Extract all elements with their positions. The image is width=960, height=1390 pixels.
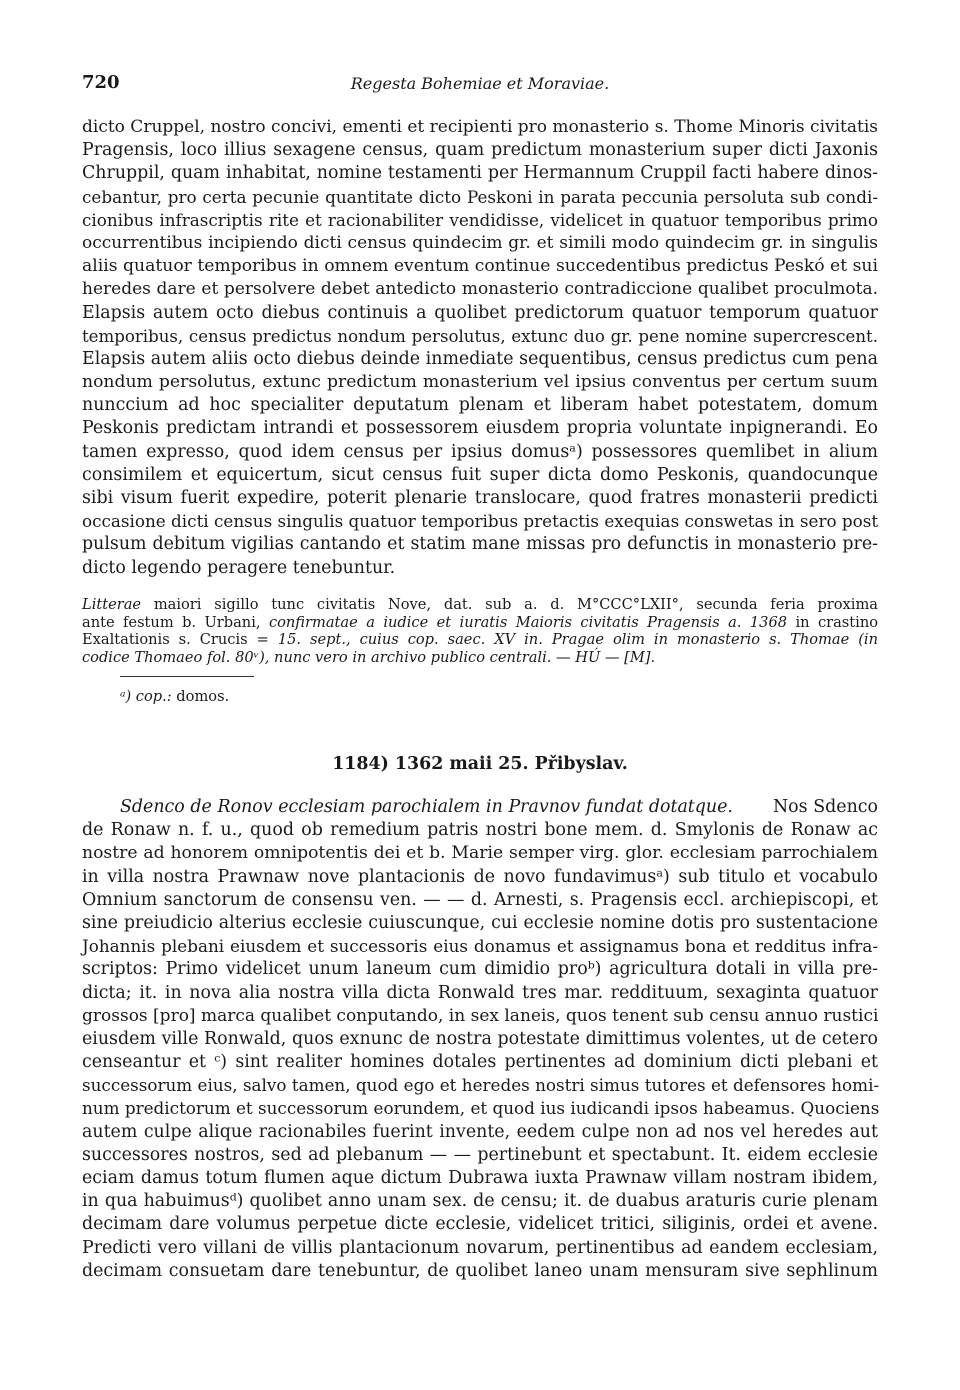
text-line: dicto Cruppel, nostro concivi, ementi et recipienti pro monasterio s. Thome Minoris civitatis xyxy=(82,117,879,137)
text-line: scriptos: Primo videlicet unum laneum cum dimidio proᵇ) agricultura dotali in villa pre- xyxy=(82,959,878,980)
text-line: occurrentibus incipiendo dicti census quindecim gr. et simili modo quindecim gr. in singulis xyxy=(82,232,878,253)
text-line: de Ronaw n. f. u., quod ob remedium patris nostri bone mem. d. Smylonis de Ronaw ac xyxy=(82,820,878,841)
source-note xyxy=(82,596,878,666)
text-line: cionibus infrascriptis rite et racionabiliter vendidisse, videlicet in quatuor temporibus primo xyxy=(82,209,878,230)
text-line: autem culpe alique racionabiles fuerint invente, eedem culpe non ad nos vel heredes aut xyxy=(82,1121,878,1142)
text-line: Predicti vero villani de villis plantacionum novarum, pertinentibus ad eandem ecclesiam, xyxy=(82,1237,878,1258)
source-italic: confirmatae a iudice et iuratis Maioris civitatis Pragensis a. 1368 xyxy=(268,613,788,631)
running-title: Regesta Bohemiae et Moraviae. xyxy=(350,74,610,93)
source-text: maiori sigillo tunc civitatis Nove, dat. sub a. d. M°CCC°LXII°, secunda feria proxima xyxy=(141,596,878,613)
regest-line xyxy=(82,796,878,819)
text-line: nostre ad honorem omnipotentis dei et b. Marie semper virg. glor. ecclesiam parrochialem xyxy=(82,843,878,864)
source-text: Exaltationis s. Crucis = xyxy=(82,631,278,648)
text-line: Elapsis autem aliis octo diebus deinde inmediate sequentibus, census predictus cum pena xyxy=(82,348,878,369)
text-line: dicto legendo peragere tenebuntur. xyxy=(82,557,396,578)
charter-opening: Nos Sdenco xyxy=(772,797,878,817)
text-line: eiusdem ville Ronwald, quos exnunc de nostra potestate dimittimus volentes, ut de cetero xyxy=(82,1028,878,1049)
text-line: heredes dare et persolvere debet antedicto monasterio contradiccione qualibet proculmota. xyxy=(82,279,878,300)
text-line: Chruppil, quam inhabitat, nomine testamenti per Hermannum Cruppil facti habere dinos- xyxy=(82,163,878,184)
text-line: grossos [pro] marca qualibet conputando, in sex laneis, quos tenent sub censu annuo rustici xyxy=(82,1005,879,1026)
source-italic: 15. sept., cuius cop. saec. XV in. Pragae olim in monasterio s. Thomae (in xyxy=(277,631,878,648)
text-line: temporibus, census predictus nondum persolutus, extunc duo gr. pene nomine supercrescent. xyxy=(82,326,878,346)
text-line: nondum persolutus, extunc predictum monasterium vel ipsius conventus per certum suum xyxy=(82,372,878,393)
text-line: in villa nostra Prawnaw nove plantacionis de novo fundavimusᵃ) sub titulo et vocabulo xyxy=(82,866,878,887)
text-line: eciam damus totum flumen aque dictum Dubrawa iuxta Prawnaw villam nostram ibidem, xyxy=(82,1168,878,1188)
source-line xyxy=(82,614,878,632)
text-line: sibi visum fuerit expedire, poterit plenarie translocare, quod fratres monasterii predicti xyxy=(82,488,878,508)
charter-text xyxy=(82,796,878,1283)
page-header xyxy=(82,70,878,96)
text-line: Johannis plebani eiusdem et successoris eius donamus et assignamus bona et redditus infra- xyxy=(82,936,878,957)
text-line: cebantur, pro certa pecunie quantitate dicto Peskoni in parata peccunia persoluta sub condi- xyxy=(82,186,878,207)
text-line: dicta; it. in nova alia nostra villa dicta Ronwald tres mar. reddituum, sexaginta quatuor xyxy=(82,982,878,1003)
text-line: decimam consuetam dare tenebuntur, de quolibet laneo unam mensuram sive sephlinum xyxy=(82,1260,878,1281)
page-number: 720 xyxy=(82,72,120,93)
text-line: sine preiudicio alterius ecclesie cuiuscunque, cui ecclesie nomine dotis pro sustentacione xyxy=(82,912,878,933)
charter-text-continued xyxy=(82,116,878,580)
text-line: pulsum debitum vigilias cantando et statim mane missas pro defunctis in monasterio pre- xyxy=(82,534,878,555)
text-line: num predictorum et successorum eorundem, et quod ius iudicandi ipsos habeamus. Quociens xyxy=(82,1098,880,1119)
text-line: decimam dare volumus perpetue dicte ecclesie, videlicet tritici, siliginis, ordei et avene. xyxy=(82,1214,878,1235)
text-line: nunccium ad hoc specialiter deputatum plenam et liberam habet potestatem, domum xyxy=(82,395,878,416)
source-line xyxy=(82,649,878,667)
text-line: Pragensis, loco illius sexagene census, quam predictum monasterium super dicti Jaxonis xyxy=(82,140,878,161)
text-line: in qua habuimusᵈ) quolibet anno unam sex. de censu; it. de duabus araturis curie plenam xyxy=(82,1191,878,1212)
source-text: in crastino xyxy=(787,613,879,631)
text-line: tamen expresso, quod idem census per ipsius domusᵃ) possessores quemlibet in alium xyxy=(82,441,878,462)
footnote-text: domos. xyxy=(171,688,230,705)
text-line: consimilem et equicertum, sicut census fuit super dicta domo Peskonis, quandocunque xyxy=(82,464,878,485)
text-line: Elapsis autem octo diebus continuis a quolibet predictorum quatuor temporum quatuor xyxy=(82,302,878,323)
footnote xyxy=(120,688,229,705)
text-line: successorum eius, salvo tamen, quod ego et heredes nostri simus tutores et defensores homi- xyxy=(82,1075,880,1096)
text-line: Peskonis predictam intrandi et possessorem eiusdem propria voluntate inpignerandi. Eo xyxy=(82,418,878,439)
source-label: Litterae xyxy=(82,596,142,613)
source-line xyxy=(82,596,878,614)
source-line xyxy=(82,631,878,649)
footnote-divider xyxy=(120,676,254,677)
text-line: aliis quatuor temporibus in omnem eventum continue succedentibus predictus Peskó et sui xyxy=(82,256,878,277)
text-line: successores nostros, sed ad plebanum — — pertinebunt et spectabunt. It. eidem ecclesie xyxy=(82,1144,878,1165)
source-text: ante festum b. Urbani, xyxy=(82,613,269,631)
text-line: Omnium sanctorum de consensu ven. — — d. Arnesti, s. Pragensis eccl. archiepiscopi, et xyxy=(82,889,878,910)
text-line: censeantur et ᶜ) sint realiter homines dotales pertinentes ad dominium dicti plebani et xyxy=(82,1052,878,1073)
regest-summary: Sdenco de Ronov ecclesiam parochialem in Pravnov fundat dotatque. xyxy=(120,797,733,817)
footnote-marker: ᵃ) cop.: xyxy=(120,688,172,705)
source-italic: codice Thomaeo fol. 80ᵛ), nunc vero in archivo publico centrali. — HÚ — [M]. xyxy=(82,648,656,666)
text-line: occasione dicti census singulis quatuor temporibus pretactis exequias conswetas in sero post xyxy=(82,511,879,532)
document-heading: 1184) 1362 maii 25. Přibyslav. xyxy=(332,754,628,774)
